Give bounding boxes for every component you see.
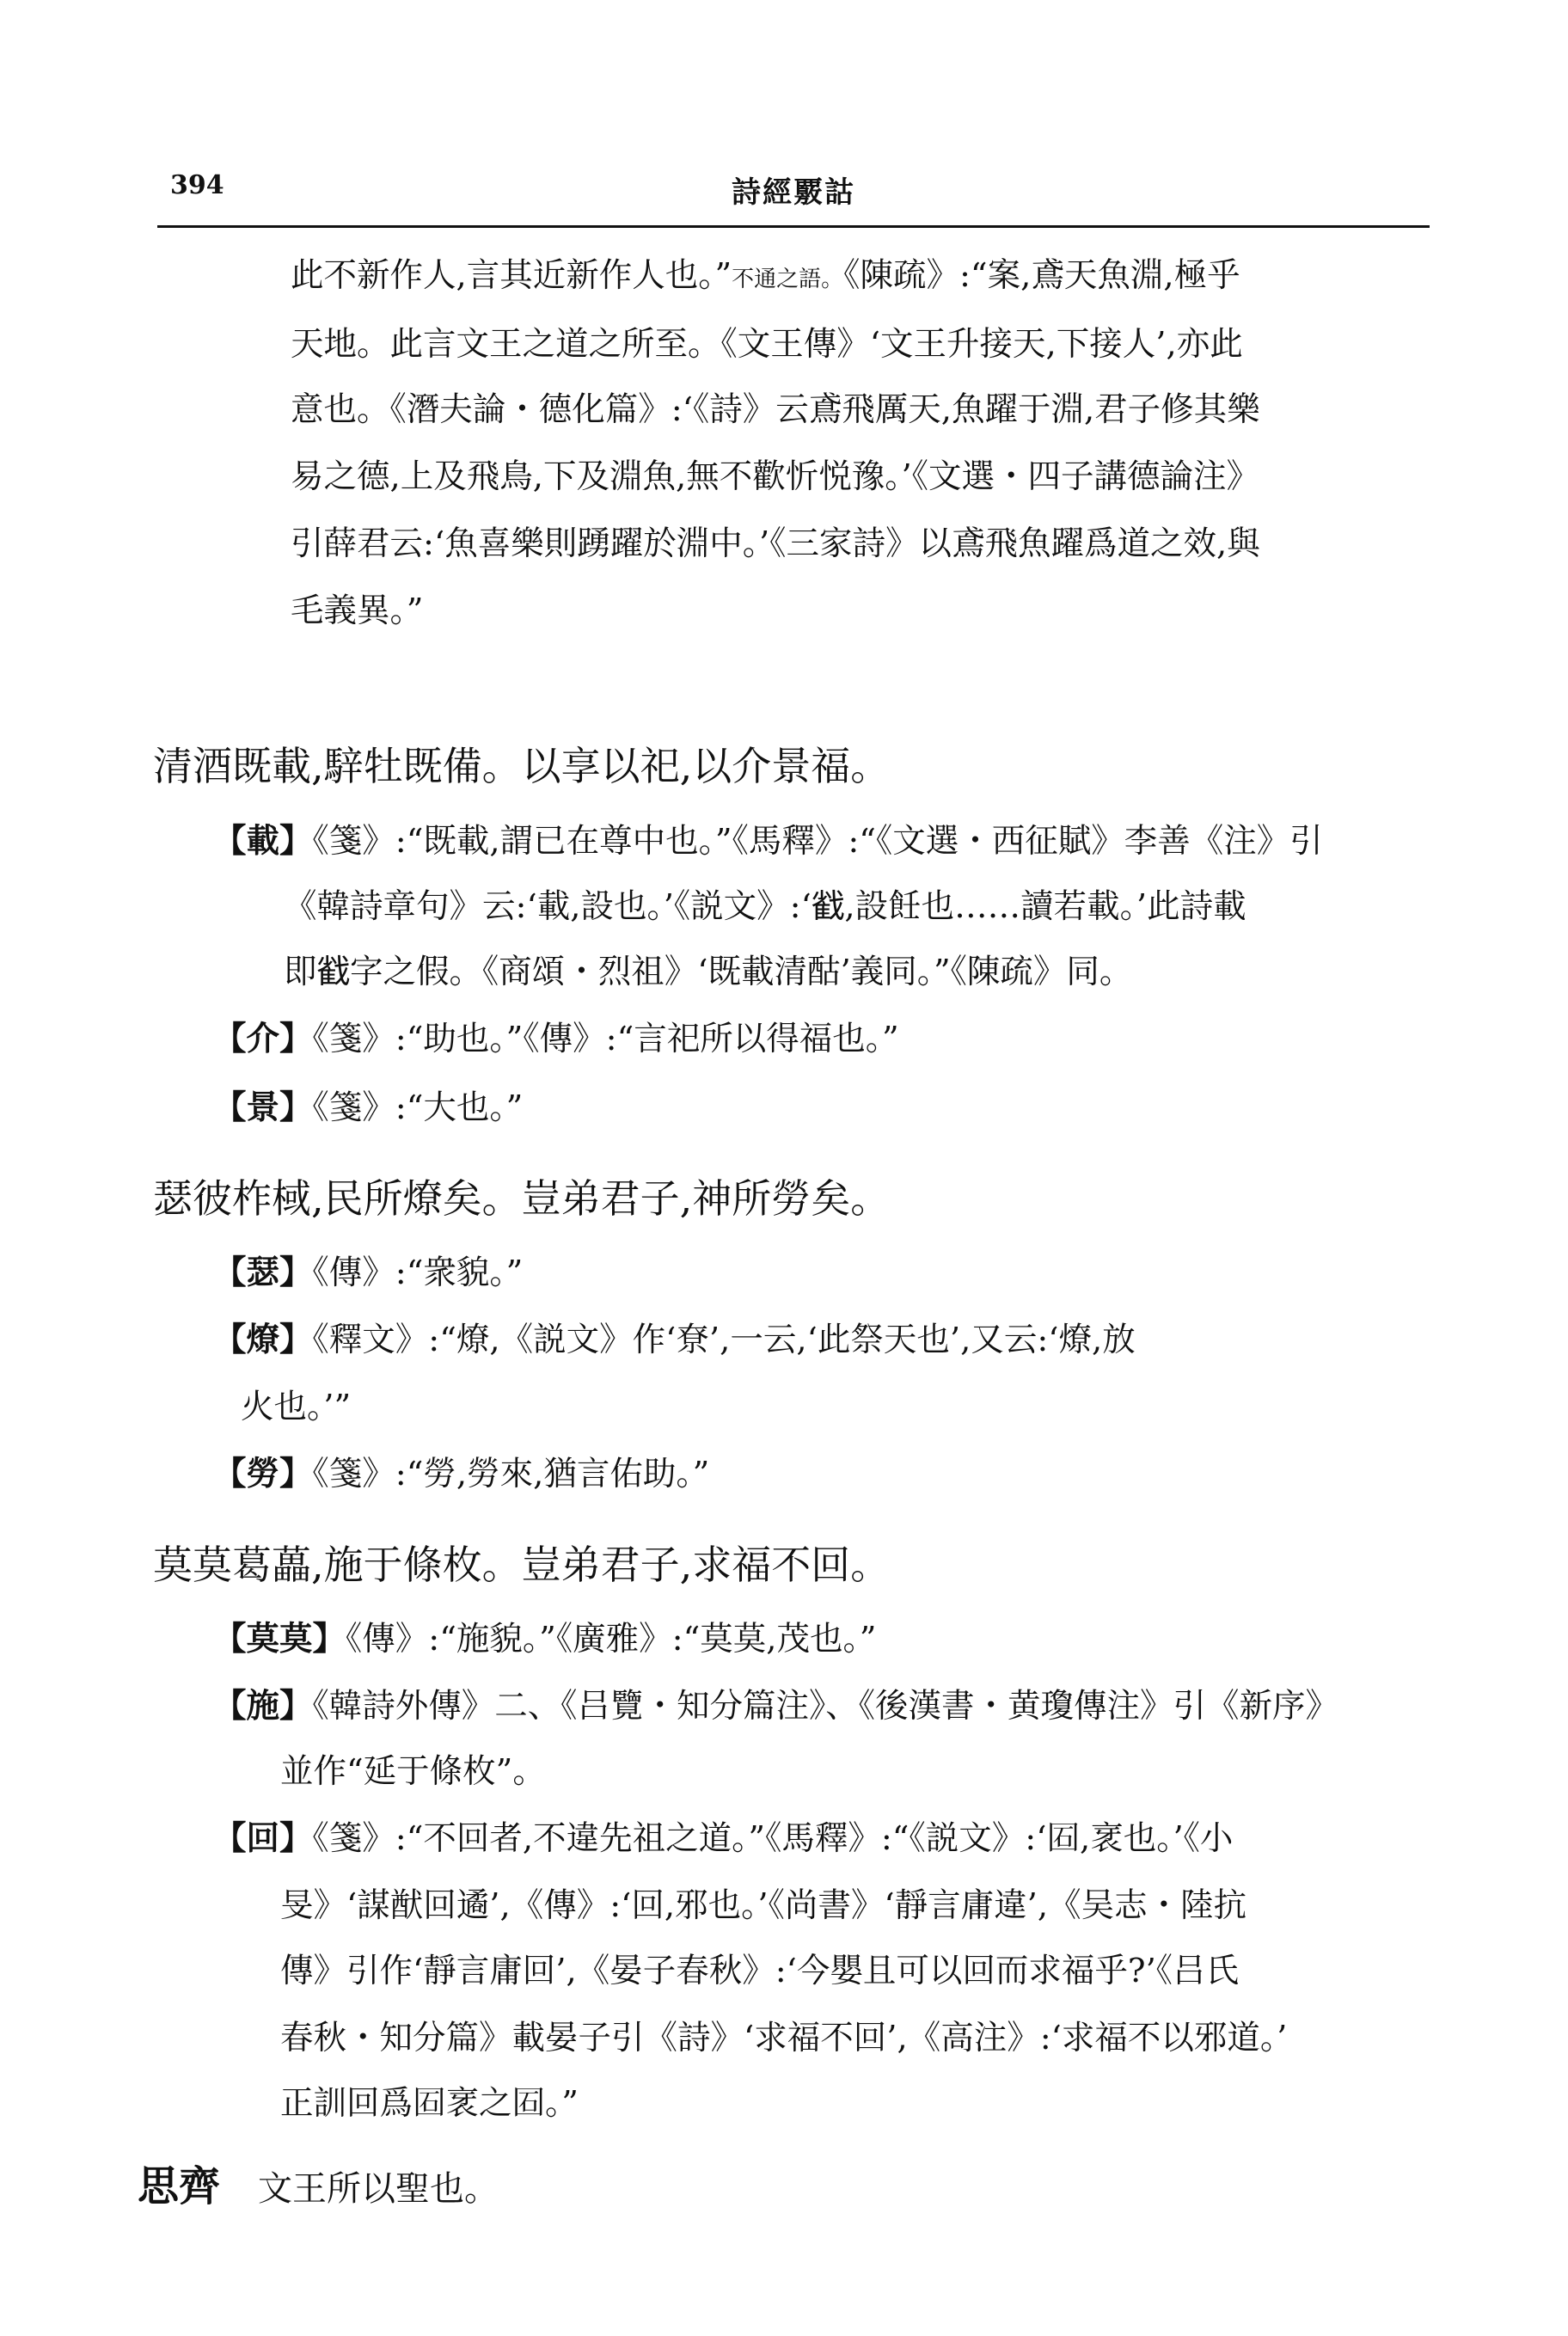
annotation-text: 《箋》:“不回者,不違先祖之道。”《馬釋》:“《説文》:‘𡇈,衺也。’《小 <box>312 1819 1234 1858</box>
annotation-line <box>213 1613 876 1660</box>
page-header <box>157 163 1430 215</box>
section-title: 思齊 <box>138 2162 221 2210</box>
small-note: 不通之語。 <box>732 267 844 292</box>
annotation-text: 《傳》:“衆貌。” <box>312 1254 524 1292</box>
section-summary: 文王所以聖也。 <box>258 2169 499 2209</box>
annotation-tag: 【莫莫】 <box>213 1620 346 1658</box>
annotation-line <box>213 815 1323 862</box>
annotation-line: 《韓詩章句》云:‘載,設也。’《説文》:‘𢧵,設飪也……讀若載。’此詩載 <box>284 887 1246 926</box>
annotation-tag: 【勞】 <box>213 1455 313 1493</box>
annotation-text: 《韓詩外傳》二、《吕覽・知分篇注》、《後漢書・黄瓊傳注》引《新序》 <box>312 1687 1339 1726</box>
commentary-line: 天地。此言文王之道之所至。《文王傳》‘文王升接天,下接人’,亦此 <box>291 325 1243 364</box>
annotation-text: 《釋文》:“燎,《説文》作‘尞’,一云,‘此祭天也’,又云:‘燎,放 <box>312 1321 1136 1359</box>
verse-line: 瑟彼柞棫,民所燎矣。豈弟君子,神所勞矣。 <box>153 1175 891 1222</box>
annotation-tag: 【介】 <box>213 1020 313 1058</box>
commentary-text: 此不新作人,言其近新作人也。” <box>291 256 732 295</box>
annotation-line: 春秋・知分篇》載晏子引《詩》‘求福不回’,《高注》:‘求福不以邪道。’ <box>280 2019 1288 2057</box>
annotation-text: 《箋》:“既載,謂已在尊中也。”《馬釋》:“《文選・西征賦》李善《注》引 <box>312 822 1323 861</box>
commentary-line: 易之德,上及飛鳥,下及淵魚,無不歡忻悦豫。’《文選・四子講德論注》 <box>291 457 1259 496</box>
annotation-line: 並作“延于條枚”。 <box>280 1752 546 1791</box>
commentary-line: 意也。《潛夫論・德化篇》:‘《詩》云鳶飛厲天,魚躍于淵,君子修其樂 <box>291 390 1260 429</box>
verse-line: 清酒既載,騂牡既備。以享以祀,以介景福。 <box>153 743 891 789</box>
annotation-line <box>213 1314 1136 1361</box>
annotation-text: 《箋》:“助也。”《傳》:“言祀所以得福也。” <box>312 1020 899 1058</box>
page-number: 394 <box>170 170 224 200</box>
commentary-line <box>291 249 1240 297</box>
annotation-tag: 【燎】 <box>213 1321 313 1359</box>
section-heading <box>138 2153 499 2212</box>
annotation-line <box>213 1680 1338 1727</box>
annotation-line <box>213 1013 899 1060</box>
header-rule <box>157 225 1430 228</box>
annotation-tag: 【回】 <box>213 1819 313 1858</box>
annotation-line: 旻》‘謀猷回遹’,《傳》:‘回,邪也。’《尚書》‘靜言庸違’,《吴志・陸抗 <box>280 1886 1247 1925</box>
annotation-tag: 【景】 <box>213 1088 313 1127</box>
annotation-line <box>213 1082 523 1129</box>
commentary-line: 毛義異。” <box>291 592 424 630</box>
annotation-tag: 【施】 <box>213 1687 313 1726</box>
annotation-line <box>213 1812 1233 1860</box>
annotation-line: 正訓回爲𡇈衺之𡇈。” <box>280 2084 579 2123</box>
annotation-line: 傳》引作‘靜言庸回’,《晏子春秋》:‘今嬰且可以回而求福乎?’《吕氏 <box>280 1952 1240 1990</box>
annotation-line <box>213 1448 709 1495</box>
running-title: 詩經覈詁 <box>732 175 855 210</box>
commentary-line: 引薛君云:‘魚喜樂則踴躍於淵中。’《三家詩》以鳶飛魚躍爲道之效,與 <box>291 524 1260 563</box>
annotation-text: 《傳》:“施貌。”《廣雅》:“莫莫,茂也。” <box>346 1620 877 1658</box>
annotation-tag: 【載】 <box>213 822 313 861</box>
commentary-text: 《陳疏》:“案,鳶天魚淵,極乎 <box>843 256 1240 295</box>
verse-line: 莫莫葛藟,施于條枚。豈弟君子,求福不回。 <box>153 1542 891 1588</box>
annotation-line: 即𢧵字之假。《商頌・烈祖》‘既載清酤’義同。”《陳疏》同。 <box>284 953 1133 991</box>
annotation-text: 《箋》:“大也。” <box>312 1088 524 1127</box>
annotation-text: 《箋》:“勞,勞來,猶言佑助。” <box>312 1455 710 1493</box>
annotation-tag: 【瑟】 <box>213 1254 313 1292</box>
annotation-line: 火也。’” <box>241 1388 352 1426</box>
annotation-line <box>213 1247 523 1294</box>
